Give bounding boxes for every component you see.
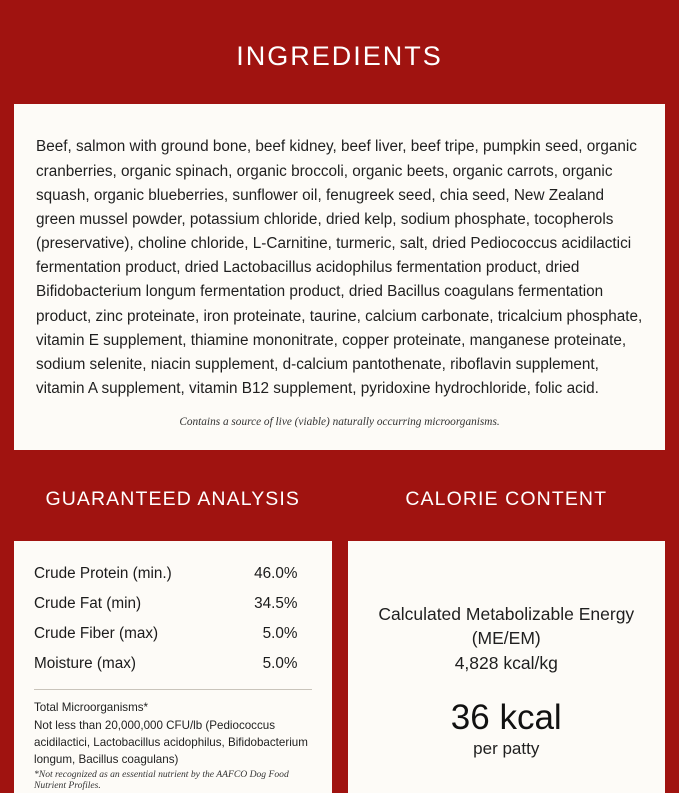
nutrition-label-page bbox=[0, 18, 679, 791]
guaranteed-analysis-column bbox=[14, 472, 332, 793]
analysis-value: 5.0% bbox=[262, 625, 298, 643]
analysis-label: Crude Fiber (max) bbox=[34, 625, 159, 643]
table-row bbox=[34, 589, 312, 619]
analysis-divider bbox=[34, 689, 312, 690]
bottom-columns bbox=[14, 472, 665, 793]
table-row bbox=[34, 559, 312, 589]
metabolizable-energy-label: Calculated Metabolizable Energy (ME/EM) bbox=[378, 604, 635, 648]
analysis-label: Crude Fat (min) bbox=[34, 595, 142, 613]
microorganisms-heading: Total Microorganisms* bbox=[34, 701, 149, 715]
calorie-content-column bbox=[348, 472, 666, 793]
ingredients-text: Beef, salmon with ground bone, beef kidney, beef liver, beef tripe, pumpkin seed, organic cranberries, organic spinach, organic broccoli, organic beets, organic carrots, organic squash, organic blueberries, sunflower oil, fenugreek seed, chia seed, New Zealand green mussel powder, potassium chloride, dried kelp, sodium phosphate, tocopherols (preservative), choline chloride, L-Carnitine, turmeric, salt, dried Pediococcus acidilactici fermentation product, dried Lactobacillus acidophilus fermentation product, dried Bifidobacterium longum fermentation product, dried Bacillus coagulans fermentation product, zinc proteinate, iron proteinate, taurine, calcium carbonate, tricalcium phosphate, vitamin E supplement, thiamine mononitrate, copper proteinate, manganese proteinate, sodium selenite, niacin supplement, d-calcium pantothenate, riboflavin supplement, vitamin A supplement, vitamin B12 supplement, pyridoxine hydrochloride, folic acid. bbox=[36, 138, 643, 398]
analysis-label: Crude Protein (min.) bbox=[34, 565, 172, 583]
guaranteed-analysis-panel bbox=[14, 541, 332, 793]
aafco-footnote: *Not recognized as an essential nutrient by the AAFCO Dog Food Nutrient Profiles. bbox=[34, 768, 289, 791]
table-row bbox=[34, 619, 312, 649]
analysis-label: Moisture (max) bbox=[34, 655, 136, 673]
analysis-value: 5.0% bbox=[262, 655, 298, 673]
kcal-per-patty-label: per patty bbox=[473, 739, 540, 759]
guaranteed-analysis-title: GUARANTEED ANALYSIS bbox=[45, 487, 301, 510]
ingredients-card bbox=[14, 104, 665, 450]
calorie-content-title: CALORIE CONTENT bbox=[405, 487, 608, 510]
table-row bbox=[34, 649, 312, 679]
ingredients-title: INGREDIENTS bbox=[236, 41, 443, 72]
microorganisms-detail: Not less than 20,000,000 CFU/lb (Pediococcus acidilactici, Lactobacillus acidophilus, Bifidobacterium longum, Bacillus coagulans) bbox=[34, 718, 308, 767]
calorie-content-panel bbox=[348, 541, 666, 793]
microorganisms-block bbox=[34, 699, 312, 769]
analysis-value: 34.5% bbox=[254, 595, 298, 613]
kcal-per-patty-value: 36 kcal bbox=[450, 697, 562, 737]
ingredients-microorganism-note: Contains a source of live (viable) naturally occurring microorganisms. bbox=[179, 416, 500, 429]
guaranteed-analysis-table bbox=[34, 559, 312, 679]
kcal-per-kg-value: 4,828 kcal/kg bbox=[454, 653, 558, 674]
analysis-value: 46.0% bbox=[254, 565, 298, 583]
